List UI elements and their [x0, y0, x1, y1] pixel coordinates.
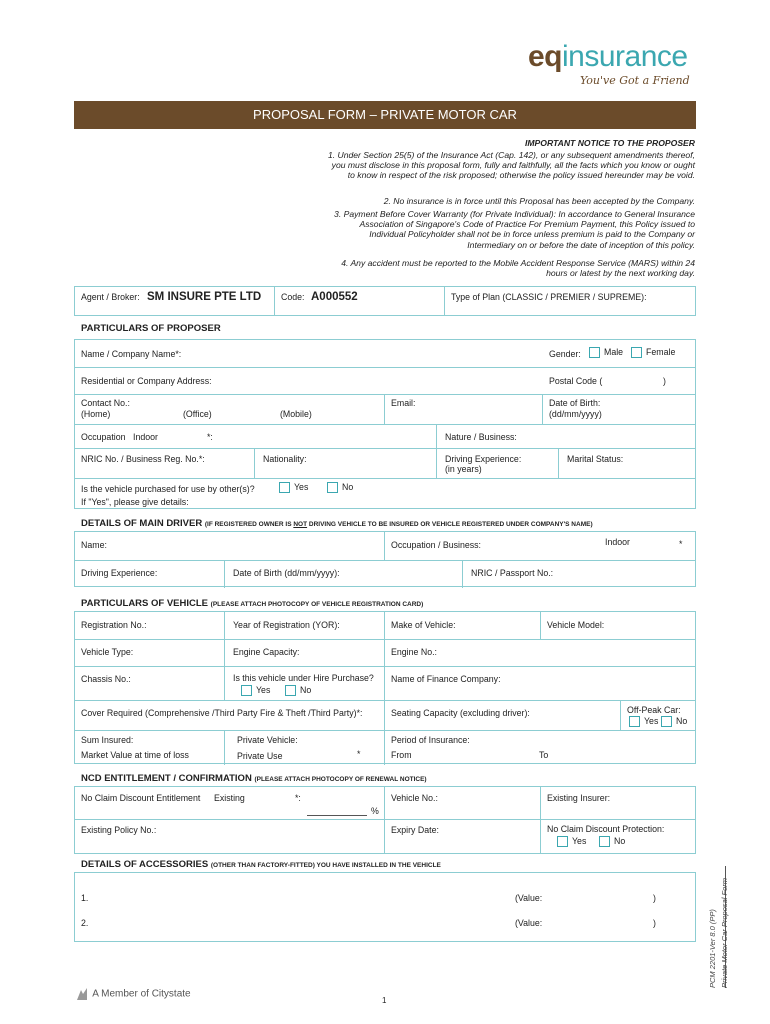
offpeak-no-checkbox[interactable] — [661, 716, 672, 727]
accessories-note: (OTHER THAN FACTORY-FITTED) YOU HAVE INSTALLED IN THE VEHICLE — [210, 862, 441, 869]
private-vehicle-label: Private Vehicle: — [237, 735, 298, 745]
nric-label[interactable]: NRIC No. / Business Reg. No.*: — [81, 454, 205, 464]
contact-label: Contact No.: — [81, 398, 130, 408]
nature-label[interactable]: Nature / Business: — [445, 432, 517, 442]
proposer-table — [74, 339, 696, 509]
accessory-2-value-label: (Value: — [515, 918, 543, 928]
driver-nric-label[interactable]: NRIC / Passport No.: — [471, 568, 554, 578]
ncd-yes-checkbox[interactable] — [557, 836, 568, 847]
seating-label[interactable]: Seating Capacity (excluding driver): — [391, 708, 530, 718]
driver-note-b: DRIVING VEHICLE TO BE INSURED OR VEHICLE REGISTERED UNDER COMPANY'S NAME) — [307, 521, 593, 528]
hire-no-checkbox[interactable] — [285, 685, 296, 696]
driver-heading — [81, 518, 593, 529]
female-option[interactable] — [631, 347, 675, 358]
driver-occupation-label[interactable]: Occupation / Business: — [391, 540, 481, 550]
existing-insurer-label[interactable]: Existing Insurer: — [547, 793, 611, 803]
private-star: * — [357, 749, 361, 759]
offpeak-yes[interactable] — [629, 716, 658, 727]
purchased-no-checkbox[interactable] — [327, 482, 338, 493]
citystate-icon — [74, 986, 90, 1002]
proposer-heading: PARTICULARS OF PROPOSER — [81, 323, 221, 334]
email-label[interactable]: Email: — [391, 398, 416, 408]
chassis-label[interactable]: Chassis No.: — [81, 674, 131, 684]
vehicle-heading-text: PARTICULARS OF VEHICLE — [81, 598, 209, 609]
period-from-label: From — [391, 750, 412, 760]
offpeak-yes-label: Yes — [644, 716, 659, 726]
ncd-note: (PLEASE ATTACH PHOTOCOPY OF RENEWAL NOTICE) — [254, 776, 427, 783]
period-label: Period of Insurance: — [391, 735, 470, 745]
driver-note-a: (IF REGISTERED OWNER IS — [204, 521, 294, 528]
notice-p3: 3. Payment Before Cover Warranty (for Private Individual): In accordance to General Insurance Association of Singapore's Code of Practice For Premium Payment, this Policy issued to Individual Policyholder shall not be in force unless premium is paid to the Company or Intermediary on or before the date of inception of this policy. — [334, 209, 695, 250]
period-to-label: To — [539, 750, 549, 760]
code-label: Code: — [281, 292, 305, 302]
male-checkbox[interactable] — [589, 347, 600, 358]
accessory-1-close: ) — [653, 893, 656, 903]
offpeak-yes-checkbox[interactable] — [629, 716, 640, 727]
driver-table — [74, 531, 696, 587]
ncd-table — [74, 786, 696, 854]
citystate-member — [74, 986, 191, 1002]
ncd-star: *: — [295, 793, 301, 803]
tagline: You've Got a Friend — [580, 74, 690, 87]
ncd-yes-label: Yes — [572, 836, 587, 846]
citystate-text: A Member of Citystate — [92, 988, 191, 1000]
plan-label[interactable]: Type of Plan (CLASSIC / PREMIER / SUPREME): — [451, 292, 647, 302]
mobile-label[interactable]: (Mobile) — [280, 409, 312, 419]
name-label[interactable]: Name / Company Name*: — [81, 349, 182, 359]
accessories-heading-text: DETAILS OF ACCESSORIES — [81, 859, 209, 870]
private-use-value[interactable]: Private Use — [237, 751, 283, 761]
accessories-heading — [81, 859, 441, 870]
hire-yes[interactable] — [241, 685, 270, 696]
hire-no[interactable] — [285, 685, 311, 696]
home-label[interactable]: (Home) — [81, 409, 111, 419]
reg-no-label[interactable]: Registration No.: — [81, 620, 147, 630]
female-checkbox[interactable] — [631, 347, 642, 358]
offpeak-no[interactable] — [661, 716, 687, 727]
ncd-entitlement-label: No Claim Discount Entitlement — [81, 793, 201, 803]
dob-label[interactable]: Date of Birth: — [549, 398, 601, 408]
office-label[interactable]: (Office) — [183, 409, 212, 419]
model-label[interactable]: Vehicle Model: — [547, 620, 605, 630]
make-label[interactable]: Make of Vehicle: — [391, 620, 456, 630]
driver-dob-label[interactable]: Date of Birth (dd/mm/yyyy): — [233, 568, 340, 578]
yor-label[interactable]: Year of Registration (YOR): — [233, 620, 340, 630]
nationality-label[interactable]: Nationality: — [263, 454, 307, 464]
ncd-no-checkbox[interactable] — [599, 836, 610, 847]
purchased-no[interactable] — [327, 482, 353, 493]
vehicle-note: (PLEASE ATTACH PHOTOCOPY OF VEHICLE REGISTRATION CARD) — [210, 601, 424, 608]
ncd-heading-text: NCD ENTITLEMENT / CONFIRMATION — [81, 773, 252, 784]
notice-p4: 4. Any accident must be reported to the Mobile Accident Response Service (MARS) within 24 hours or latest by the next working day. — [341, 258, 695, 279]
vehicle-table — [74, 611, 696, 764]
purchased-yes-checkbox[interactable] — [279, 482, 290, 493]
ncd-vehicle-no-label[interactable]: Vehicle No.: — [391, 793, 438, 803]
ncd-yes[interactable] — [557, 836, 586, 847]
purchased-yes-label: Yes — [294, 482, 309, 492]
male-option[interactable] — [589, 347, 623, 358]
offpeak-label: Off-Peak Car: — [627, 705, 681, 715]
driver-experience-label[interactable]: Driving Experience: — [81, 568, 158, 578]
side-title: Private Motor Car Proposal Form — [720, 877, 729, 988]
notice-p2: 2. No insurance is in force until this Proposal has been accepted by the Company. — [383, 196, 695, 206]
if-yes-label[interactable]: If "Yes", please give details: — [81, 497, 189, 507]
vehicle-type-label[interactable]: Vehicle Type: — [81, 647, 134, 657]
occupation-value[interactable]: Indoor — [133, 432, 158, 442]
purchased-no-label: No — [342, 482, 354, 492]
ncd-percent: % — [371, 806, 379, 816]
driving-exp-unit: (in years) — [445, 464, 482, 474]
postal-label[interactable]: Postal Code ( — [549, 376, 603, 386]
form-title: PROPOSAL FORM – PRIVATE MOTOR CAR — [74, 101, 696, 129]
engine-capacity-label[interactable]: Engine Capacity: — [233, 647, 300, 657]
address-label[interactable]: Residential or Company Address: — [81, 376, 212, 386]
existing-policy-label[interactable]: Existing Policy No.: — [81, 825, 157, 835]
hire-yes-label: Yes — [256, 685, 271, 695]
logo-prefix: eq — [528, 40, 563, 73]
occupation-star: *: — [207, 432, 213, 442]
postal-close: ) — [663, 376, 666, 386]
purchased-yes[interactable] — [279, 482, 308, 493]
marital-label[interactable]: Marital Status: — [567, 454, 624, 464]
occupation-label: Occupation — [81, 432, 126, 442]
accessories-table — [74, 872, 696, 942]
ncd-existing-label: Existing — [214, 793, 245, 803]
offpeak-no-label: No — [676, 716, 688, 726]
page-number: 1 — [382, 996, 387, 1005]
accessory-2-close: ) — [653, 918, 656, 928]
gender-label: Gender: — [549, 349, 581, 359]
expiry-date-label[interactable]: Expiry Date: — [391, 825, 439, 835]
purchased-question: Is the vehicle purchased for use by other(s)? — [81, 484, 255, 494]
side-label — [708, 870, 742, 990]
side-code: PCM 2201-Ver 8.0 (PP) — [708, 909, 717, 988]
code-value[interactable]: A000552 — [311, 291, 358, 303]
driver-occupation-star: * — [679, 539, 683, 549]
ncd-no-label: No — [614, 836, 626, 846]
driver-heading-text: DETAILS OF MAIN DRIVER — [81, 518, 203, 529]
ncd-no[interactable] — [599, 836, 625, 847]
finance-company-label[interactable]: Name of Finance Company: — [391, 674, 501, 684]
notice-p1: 1. Under Section 25(5) of the Insurance Act (Cap. 142), or any subsequent amendments thereof, you must disclose in this proposal form, fully and faithfully, all the facts which you know or ought to know in respect of the risk proposed; otherwise the policy issued hereunder may be void. — [327, 150, 695, 181]
driver-name-label[interactable]: Name: — [81, 540, 107, 550]
engine-no-label[interactable]: Engine No.: — [391, 647, 437, 657]
ncd-heading — [81, 773, 427, 784]
accessory-1-number: 1. — [81, 893, 89, 903]
agent-label: Agent / Broker: — [81, 292, 140, 302]
cover-label[interactable]: Cover Required (Comprehensive /Third Party Fire & Theft /Third Party)*: — [81, 708, 363, 718]
hire-purchase-question: Is this vehicle under Hire Purchase? — [233, 673, 374, 683]
driver-note-not: NOT — [293, 521, 308, 528]
male-label: Male — [604, 347, 624, 357]
sum-insured-label[interactable]: Sum Insured: — [81, 735, 134, 745]
brand-logo — [528, 40, 698, 90]
logo-suffix: insurance — [562, 40, 688, 73]
dob-format: (dd/mm/yyyy) — [549, 409, 602, 419]
agent-row — [74, 286, 696, 316]
female-label: Female — [646, 347, 676, 357]
hire-no-label: No — [300, 685, 312, 695]
market-value-label: Market Value at time of loss — [81, 750, 189, 760]
ncd-protection-label: No Claim Discount Protection: — [547, 824, 665, 834]
hire-yes-checkbox[interactable] — [241, 685, 252, 696]
driver-occupation-value[interactable]: Indoor — [605, 537, 630, 547]
accessory-2-number: 2. — [81, 918, 89, 928]
accessory-1-value-label: (Value: — [515, 893, 543, 903]
notice-heading: IMPORTANT NOTICE TO THE PROPOSER — [525, 138, 695, 148]
driving-exp-label[interactable]: Driving Experience: — [445, 454, 522, 464]
vehicle-heading — [81, 598, 423, 609]
agent-value[interactable]: SM INSURE PTE LTD — [147, 291, 262, 303]
